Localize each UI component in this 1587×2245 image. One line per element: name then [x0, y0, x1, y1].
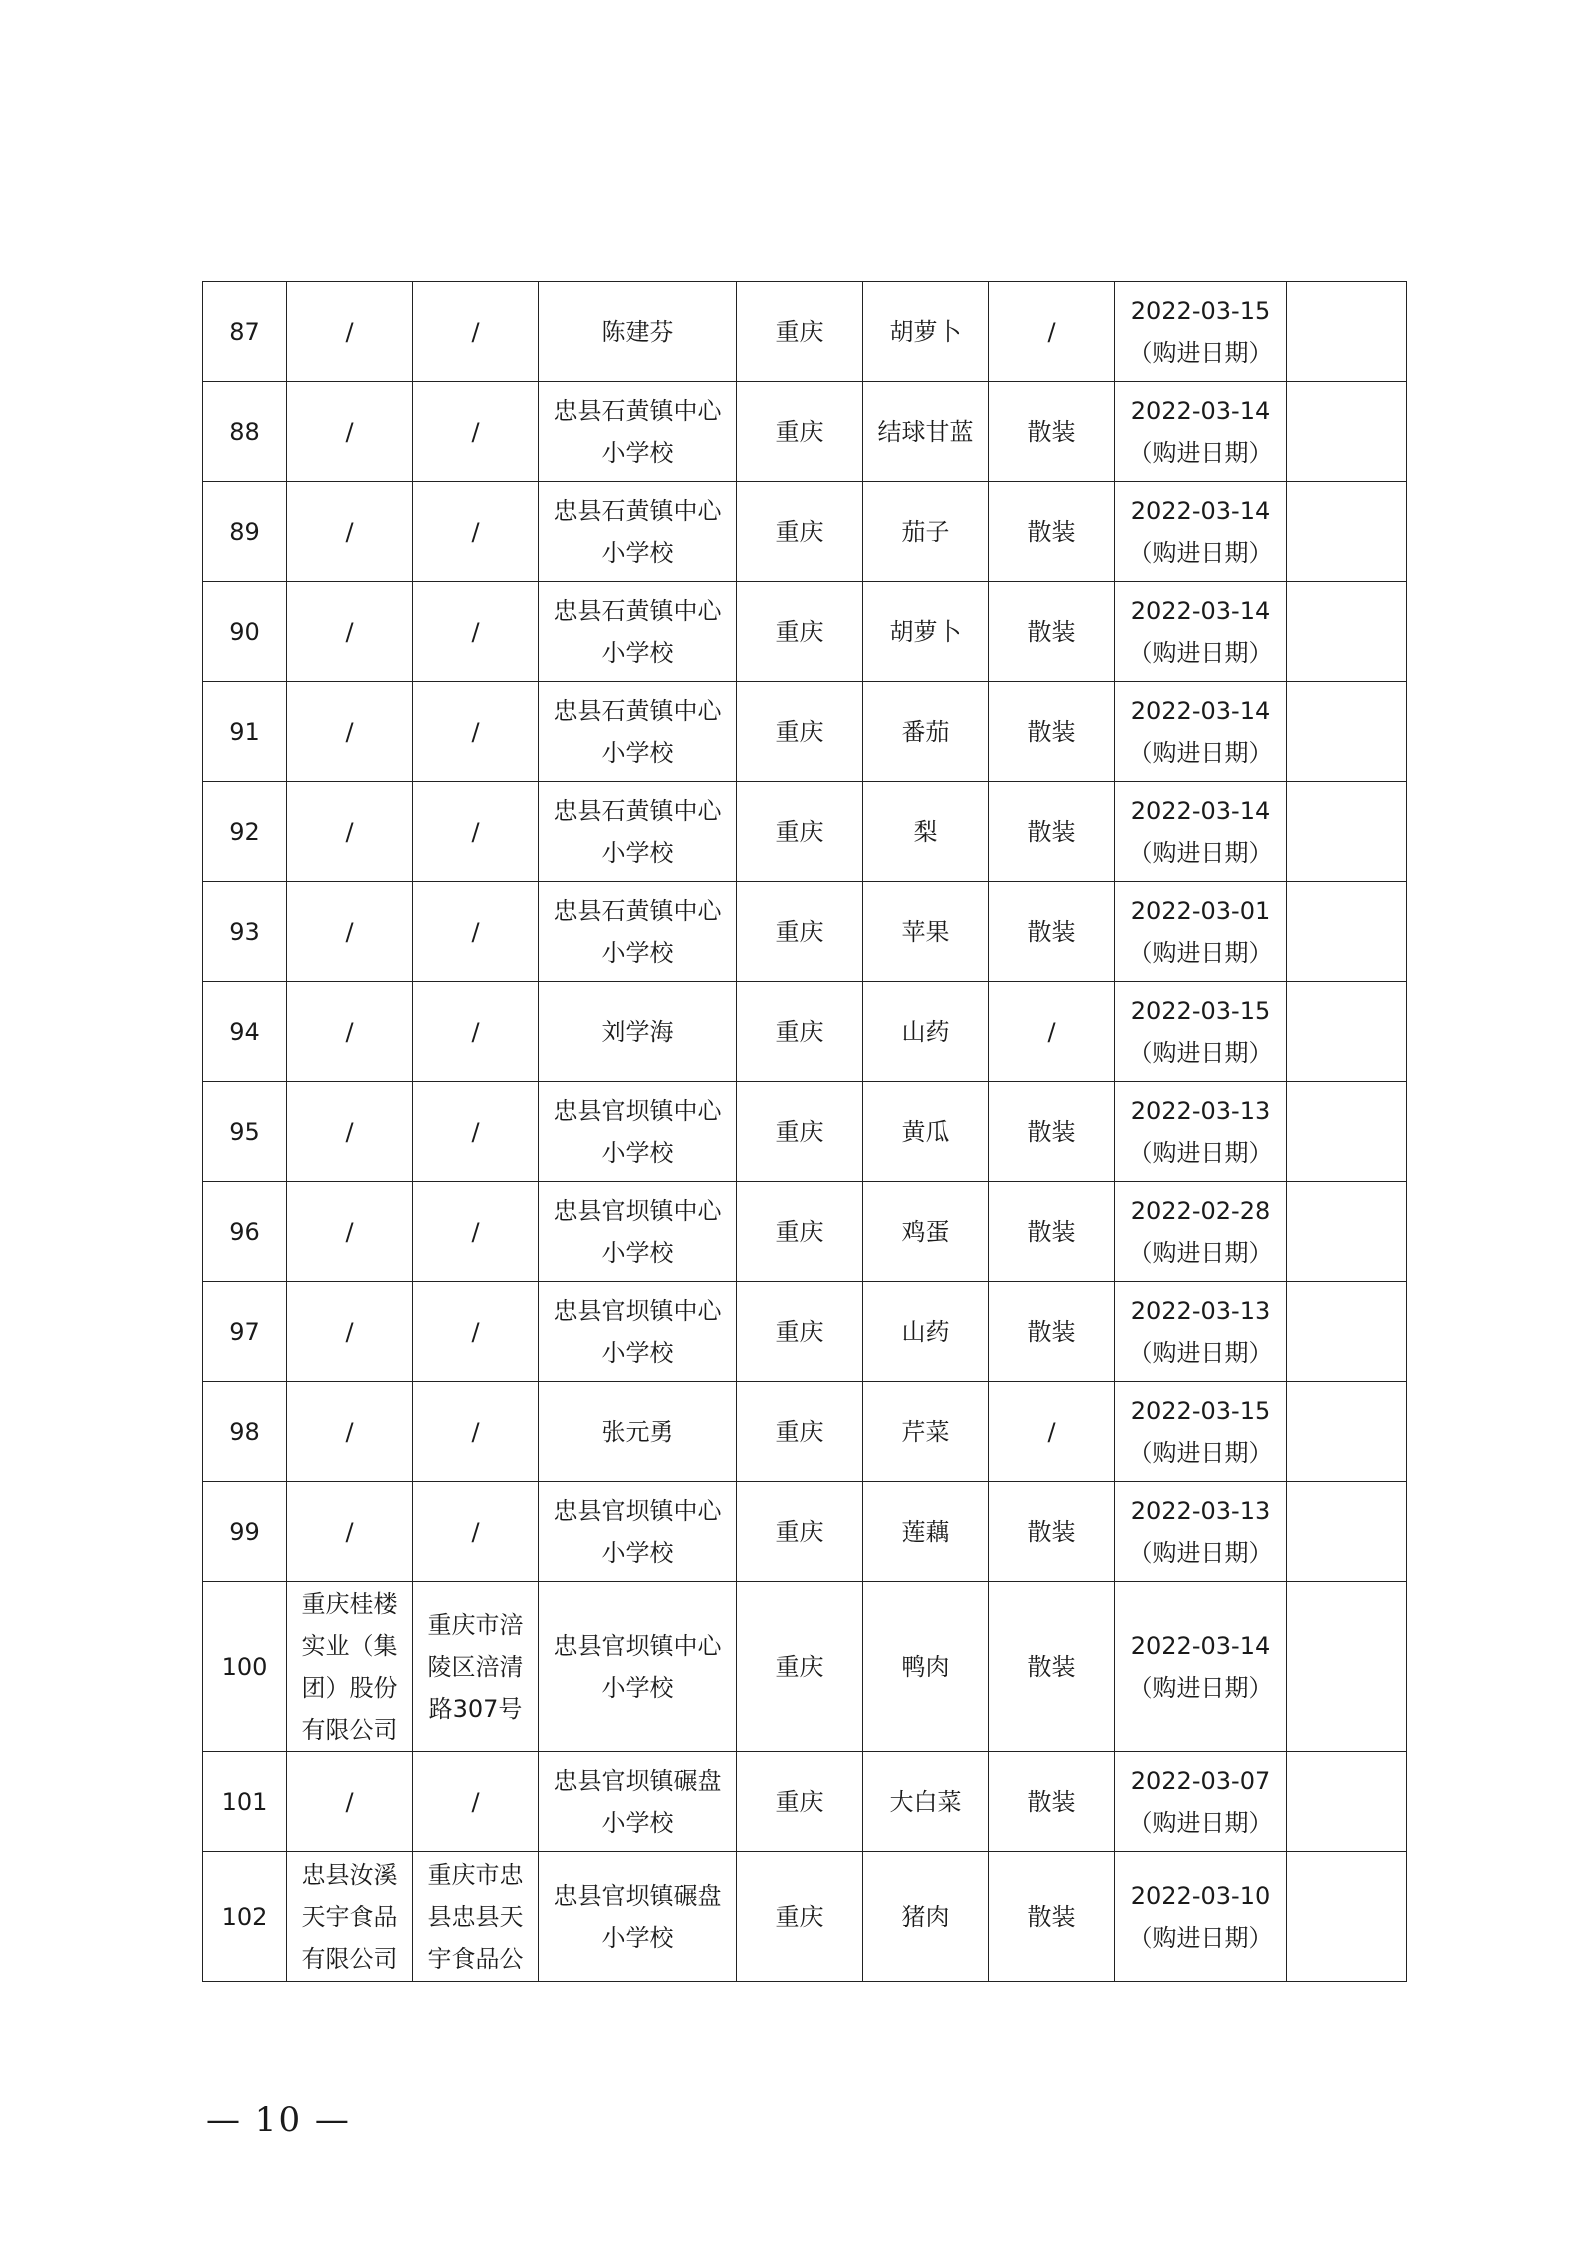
producer-cell: /	[287, 782, 413, 882]
producer-address-cell: 重庆市涪陵区涪清路307号	[413, 1582, 539, 1752]
table-row	[203, 582, 1407, 682]
producer-address-cell: 重庆市忠县忠县天宇食品公	[413, 1852, 539, 1982]
food-name-cell: 结球甘蓝	[863, 382, 989, 482]
food-name-cell: 山药	[863, 982, 989, 1082]
region-cell: 重庆	[737, 1382, 863, 1482]
specification-cell: 散装	[989, 1752, 1115, 1852]
remarks-cell	[1287, 282, 1407, 382]
date-cell	[1115, 1382, 1287, 1482]
date-cell	[1115, 1482, 1287, 1582]
date-value: 2022-03-14	[1130, 696, 1271, 725]
date-value: 2022-03-15	[1130, 996, 1271, 1025]
sampled-unit-cell: 忠县官坝镇中心小学校	[539, 1082, 737, 1182]
date-note: （购进日期）	[1128, 1673, 1273, 1702]
date-note: （购进日期）	[1128, 438, 1273, 467]
specification-cell: 散装	[989, 782, 1115, 882]
region-cell: 重庆	[737, 682, 863, 782]
date-note: （购进日期）	[1128, 638, 1273, 667]
date-note: （购进日期）	[1128, 538, 1273, 567]
remarks-cell	[1287, 1582, 1407, 1752]
producer-cell: 忠县汝溪天宇食品有限公司	[287, 1852, 413, 1982]
food-name-cell: 胡萝卜	[863, 282, 989, 382]
remarks-cell	[1287, 882, 1407, 982]
specification-cell: 散装	[989, 582, 1115, 682]
sampled-unit-cell: 忠县石黄镇中心小学校	[539, 582, 737, 682]
date-value: 2022-02-28	[1130, 1196, 1271, 1225]
sampled-unit-cell: 忠县官坝镇碾盘小学校	[539, 1752, 737, 1852]
remarks-cell	[1287, 982, 1407, 1082]
producer-cell: /	[287, 1282, 413, 1382]
region-cell: 重庆	[737, 882, 863, 982]
table-row	[203, 682, 1407, 782]
region-cell: 重庆	[737, 1082, 863, 1182]
food-name-cell: 胡萝卜	[863, 582, 989, 682]
date-note: （购进日期）	[1128, 1138, 1273, 1167]
sampled-unit-cell: 忠县官坝镇碾盘小学校	[539, 1852, 737, 1982]
date-note: （购进日期）	[1128, 338, 1273, 367]
date-note: （购进日期）	[1128, 938, 1273, 967]
table-row	[203, 782, 1407, 882]
producer-address-cell: /	[413, 1182, 539, 1282]
producer-cell: /	[287, 1752, 413, 1852]
row-number-cell: 87	[203, 282, 287, 382]
specification-cell: 散装	[989, 882, 1115, 982]
remarks-cell	[1287, 1482, 1407, 1582]
table-row	[203, 1852, 1407, 1982]
date-cell	[1115, 1282, 1287, 1382]
table-row	[203, 282, 1407, 382]
date-note: （购进日期）	[1128, 1538, 1273, 1567]
producer-address-cell: /	[413, 1082, 539, 1182]
date-note: （购进日期）	[1128, 1038, 1273, 1067]
region-cell: 重庆	[737, 582, 863, 682]
row-number-cell: 98	[203, 1382, 287, 1482]
date-note: （购进日期）	[1128, 1338, 1273, 1367]
remarks-cell	[1287, 1182, 1407, 1282]
producer-address-cell: /	[413, 282, 539, 382]
date-cell	[1115, 882, 1287, 982]
row-number-cell: 101	[203, 1752, 287, 1852]
producer-address-cell: /	[413, 1382, 539, 1482]
food-name-cell: 鸡蛋	[863, 1182, 989, 1282]
date-value: 2022-03-14	[1130, 596, 1271, 625]
remarks-cell	[1287, 1282, 1407, 1382]
sampled-unit-cell: 陈建芬	[539, 282, 737, 382]
sampled-unit-cell: 忠县官坝镇中心小学校	[539, 1282, 737, 1382]
food-name-cell: 猪肉	[863, 1852, 989, 1982]
row-number-cell: 90	[203, 582, 287, 682]
producer-cell: /	[287, 382, 413, 482]
region-cell: 重庆	[737, 1852, 863, 1982]
region-cell: 重庆	[737, 382, 863, 482]
table-row	[203, 382, 1407, 482]
specification-cell: 散装	[989, 1582, 1115, 1752]
food-name-cell: 黄瓜	[863, 1082, 989, 1182]
food-name-cell: 芹菜	[863, 1382, 989, 1482]
row-number-cell: 95	[203, 1082, 287, 1182]
producer-cell: /	[287, 882, 413, 982]
specification-cell: 散装	[989, 1282, 1115, 1382]
table-row	[203, 1482, 1407, 1582]
date-cell	[1115, 1852, 1287, 1982]
food-name-cell: 茄子	[863, 482, 989, 582]
producer-address-cell: /	[413, 1752, 539, 1852]
date-value: 2022-03-14	[1130, 396, 1271, 425]
date-value: 2022-03-14	[1130, 496, 1271, 525]
date-cell	[1115, 482, 1287, 582]
specification-cell: 散装	[989, 1482, 1115, 1582]
specification-cell: 散装	[989, 1852, 1115, 1982]
region-cell: 重庆	[737, 1752, 863, 1852]
row-number-cell: 97	[203, 1282, 287, 1382]
producer-cell: /	[287, 1382, 413, 1482]
date-cell	[1115, 582, 1287, 682]
date-cell	[1115, 282, 1287, 382]
producer-address-cell: /	[413, 882, 539, 982]
row-number-cell: 102	[203, 1852, 287, 1982]
producer-cell: /	[287, 582, 413, 682]
remarks-cell	[1287, 482, 1407, 582]
row-number-cell: 92	[203, 782, 287, 882]
remarks-cell	[1287, 582, 1407, 682]
row-number-cell: 96	[203, 1182, 287, 1282]
region-cell: 重庆	[737, 782, 863, 882]
specification-cell: 散装	[989, 1182, 1115, 1282]
table-row	[203, 882, 1407, 982]
row-number-cell: 89	[203, 482, 287, 582]
date-note: （购进日期）	[1128, 838, 1273, 867]
producer-address-cell: /	[413, 782, 539, 882]
date-value: 2022-03-13	[1130, 1296, 1271, 1325]
sampled-unit-cell: 忠县石黄镇中心小学校	[539, 882, 737, 982]
row-number-cell: 100	[203, 1582, 287, 1752]
producer-cell: /	[287, 482, 413, 582]
producer-address-cell: /	[413, 682, 539, 782]
sampled-unit-cell: 忠县石黄镇中心小学校	[539, 682, 737, 782]
sampled-unit-cell: 刘学海	[539, 982, 737, 1082]
date-value: 2022-03-14	[1130, 1631, 1271, 1660]
food-name-cell: 鸭肉	[863, 1582, 989, 1752]
date-cell	[1115, 382, 1287, 482]
table-body	[203, 282, 1407, 1982]
date-note: （购进日期）	[1128, 1808, 1273, 1837]
producer-cell: /	[287, 1182, 413, 1282]
sampled-unit-cell: 忠县石黄镇中心小学校	[539, 382, 737, 482]
producer-address-cell: /	[413, 382, 539, 482]
date-note: （购进日期）	[1128, 1238, 1273, 1267]
region-cell: 重庆	[737, 282, 863, 382]
producer-cell: 重庆桂楼实业（集团）股份有限公司	[287, 1582, 413, 1752]
specification-cell: 散装	[989, 482, 1115, 582]
row-number-cell: 91	[203, 682, 287, 782]
producer-cell: /	[287, 682, 413, 782]
date-value: 2022-03-10	[1130, 1881, 1271, 1910]
food-name-cell: 番茄	[863, 682, 989, 782]
producer-cell: /	[287, 982, 413, 1082]
date-cell	[1115, 1752, 1287, 1852]
specification-cell: 散装	[989, 1082, 1115, 1182]
region-cell: 重庆	[737, 1182, 863, 1282]
producer-address-cell: /	[413, 582, 539, 682]
sampling-results-table	[202, 281, 1407, 1982]
region-cell: 重庆	[737, 1482, 863, 1582]
date-cell	[1115, 782, 1287, 882]
producer-address-cell: /	[413, 482, 539, 582]
table-row	[203, 1752, 1407, 1852]
date-value: 2022-03-13	[1130, 1496, 1271, 1525]
date-cell	[1115, 1582, 1287, 1752]
specification-cell: /	[989, 1382, 1115, 1482]
date-cell	[1115, 1182, 1287, 1282]
remarks-cell	[1287, 1852, 1407, 1982]
region-cell: 重庆	[737, 1282, 863, 1382]
producer-address-cell: /	[413, 1282, 539, 1382]
row-number-cell: 94	[203, 982, 287, 1082]
remarks-cell	[1287, 1082, 1407, 1182]
food-name-cell: 苹果	[863, 882, 989, 982]
date-note: （购进日期）	[1128, 1923, 1273, 1952]
food-name-cell: 莲藕	[863, 1482, 989, 1582]
remarks-cell	[1287, 1752, 1407, 1852]
date-value: 2022-03-15	[1130, 296, 1271, 325]
table-row	[203, 1082, 1407, 1182]
date-note: （购进日期）	[1128, 738, 1273, 767]
page-number: — 10 —	[206, 2100, 351, 2140]
specification-cell: /	[989, 282, 1115, 382]
sampled-unit-cell: 忠县官坝镇中心小学校	[539, 1182, 737, 1282]
table-row	[203, 1182, 1407, 1282]
date-value: 2022-03-07	[1130, 1766, 1271, 1795]
sampled-unit-cell: 忠县官坝镇中心小学校	[539, 1482, 737, 1582]
sampled-unit-cell: 张元勇	[539, 1382, 737, 1482]
sampled-unit-cell: 忠县石黄镇中心小学校	[539, 482, 737, 582]
date-cell	[1115, 682, 1287, 782]
food-name-cell: 山药	[863, 1282, 989, 1382]
date-value: 2022-03-14	[1130, 796, 1271, 825]
region-cell: 重庆	[737, 482, 863, 582]
table-row	[203, 482, 1407, 582]
producer-cell: /	[287, 282, 413, 382]
document-page	[202, 281, 1406, 1982]
specification-cell: 散装	[989, 382, 1115, 482]
specification-cell: /	[989, 982, 1115, 1082]
sampled-unit-cell: 忠县石黄镇中心小学校	[539, 782, 737, 882]
date-note: （购进日期）	[1128, 1438, 1273, 1467]
date-value: 2022-03-15	[1130, 1396, 1271, 1425]
remarks-cell	[1287, 1382, 1407, 1482]
table-row	[203, 1282, 1407, 1382]
table-row	[203, 1382, 1407, 1482]
food-name-cell: 大白菜	[863, 1752, 989, 1852]
row-number-cell: 88	[203, 382, 287, 482]
remarks-cell	[1287, 382, 1407, 482]
sampled-unit-cell: 忠县官坝镇中心小学校	[539, 1582, 737, 1752]
producer-cell: /	[287, 1082, 413, 1182]
region-cell: 重庆	[737, 1582, 863, 1752]
remarks-cell	[1287, 782, 1407, 882]
region-cell: 重庆	[737, 982, 863, 1082]
row-number-cell: 93	[203, 882, 287, 982]
date-cell	[1115, 1082, 1287, 1182]
remarks-cell	[1287, 682, 1407, 782]
table-row	[203, 982, 1407, 1082]
table-row	[203, 1582, 1407, 1752]
row-number-cell: 99	[203, 1482, 287, 1582]
date-cell	[1115, 982, 1287, 1082]
date-value: 2022-03-01	[1130, 896, 1271, 925]
producer-address-cell: /	[413, 1482, 539, 1582]
date-value: 2022-03-13	[1130, 1096, 1271, 1125]
producer-cell: /	[287, 1482, 413, 1582]
producer-address-cell: /	[413, 982, 539, 1082]
specification-cell: 散装	[989, 682, 1115, 782]
food-name-cell: 梨	[863, 782, 989, 882]
